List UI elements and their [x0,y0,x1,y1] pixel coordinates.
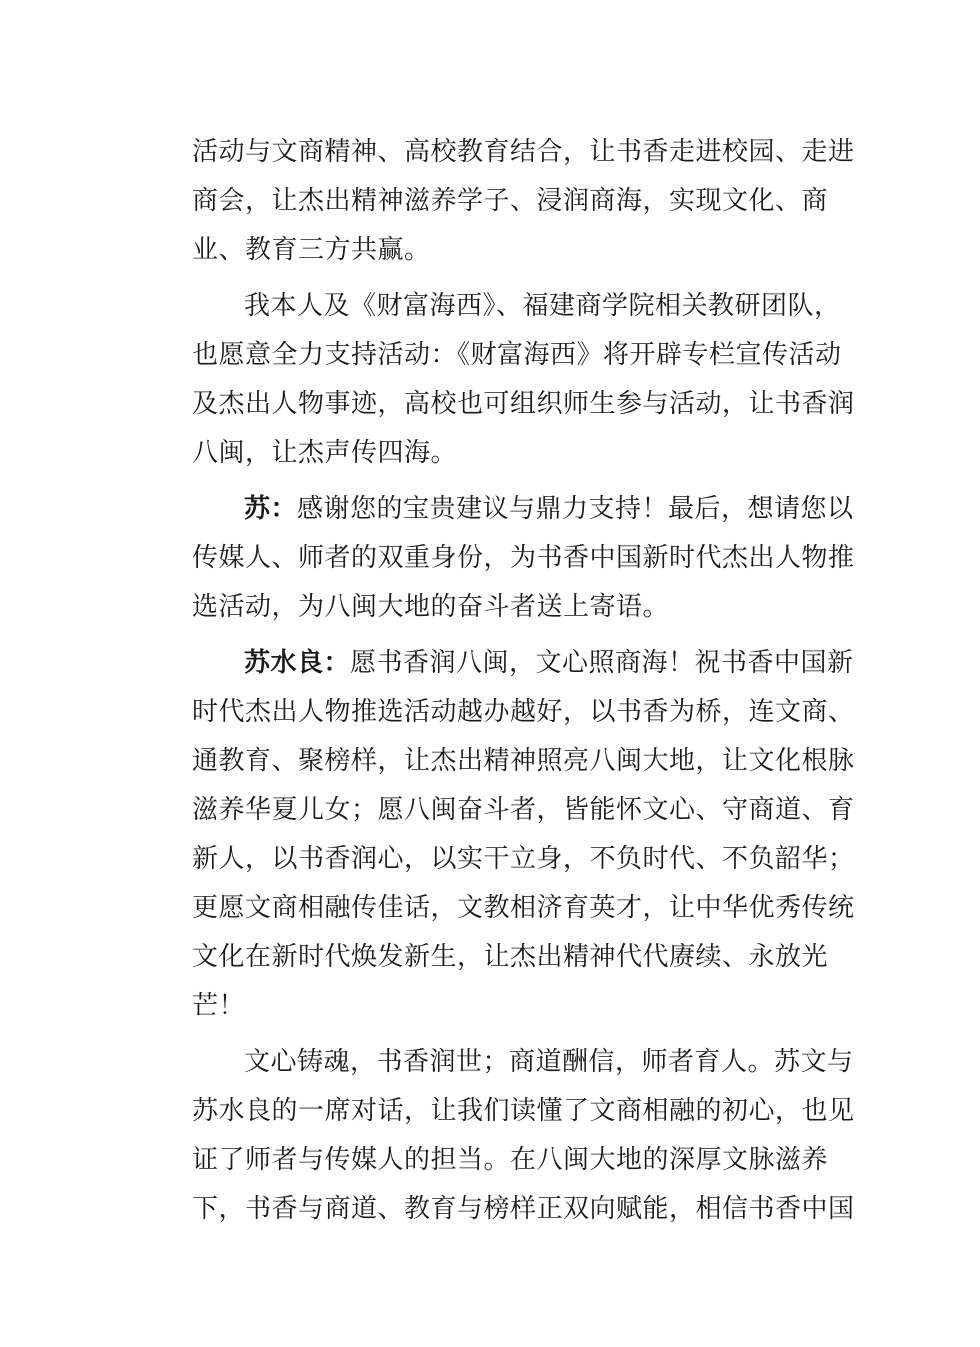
paragraph-4-line-6: 更愿文商相融传佳话，文教相济育英才，让中华优秀传统 [192,893,855,923]
paragraph-5-line-2: 苏水良的一席对话，让我们读懂了文商相融的初心，也见 [192,1096,855,1126]
paragraph-4-line-5: 新人，以书香润心，以实干立身，不负时代、不负韶华； [192,844,855,874]
paragraph-4-line-3: 通教育、聚榜样，让杰出精神照亮八闽大地，让文化根脉 [192,746,855,776]
article-body [192,128,855,1234]
paragraph-1-line-3: 业、教育三方共赢。 [192,235,431,265]
paragraph-3-line-1 [192,485,854,534]
paragraph-4-line-4: 滋养华夏儿女；愿八闽奋斗者，皆能怀文心、守商道、育 [192,795,855,825]
paragraph-2-line-3: 及杰出人物事迹，高校也可组织师生参与活动，让书香润 [192,389,855,419]
paragraph-3-line-1-text: 感谢您的宝贵建议与鼎力支持！最后，想请您以 [297,494,854,524]
paragraph-4-line-1-text: 愿书香润八闽，文心照商海！祝书香中国新 [350,648,854,678]
paragraph-4-line-1 [192,639,854,688]
paragraph-3-line-2: 传媒人、师者的双重身份，为书香中国新时代杰出人物推 [192,543,855,573]
paragraph-5-line-3: 证了师者与传媒人的担当。在八闽大地的深厚文脉滋养 [192,1145,829,1175]
speaker-label: 苏： [244,494,298,524]
speaker-label: 苏水良： [244,648,351,678]
paragraph-1-line-1: 活动与文商精神、高校教育结合，让书香走进校园、走进 [192,137,855,167]
paragraph-2-line-1: 我本人及《财富海西》、福建商学院相关教研团队， [244,291,841,321]
paragraph-5-line-4: 下，书香与商道、教育与榜样正双向赋能，相信书香中国 [192,1194,855,1224]
paragraph-1-line-2: 商会，让杰出精神滋养学子、浸润商海，实现文化、商 [192,186,829,216]
paragraph-4-line-7: 文化在新时代焕发新生，让杰出精神代代赓续、永放光 [192,942,829,972]
paragraph-4-line-8: 芒！ [192,991,246,1021]
paragraph-5-line-1: 文心铸魂，书香润世；商道酬信，师者育人。苏文与 [244,1047,854,1077]
paragraph-2-line-2: 也愿意全力支持活动：《财富海西》将开辟专栏宣传活动 [192,340,842,370]
paragraph-2-line-4: 八闽，让杰声传四海。 [192,438,458,468]
paragraph-3-line-3: 选活动，为八闽大地的奋斗者送上寄语。 [192,592,670,622]
paragraph-4-line-2: 时代杰出人物推选活动越办越好，以书香为桥，连文商、 [192,697,855,727]
